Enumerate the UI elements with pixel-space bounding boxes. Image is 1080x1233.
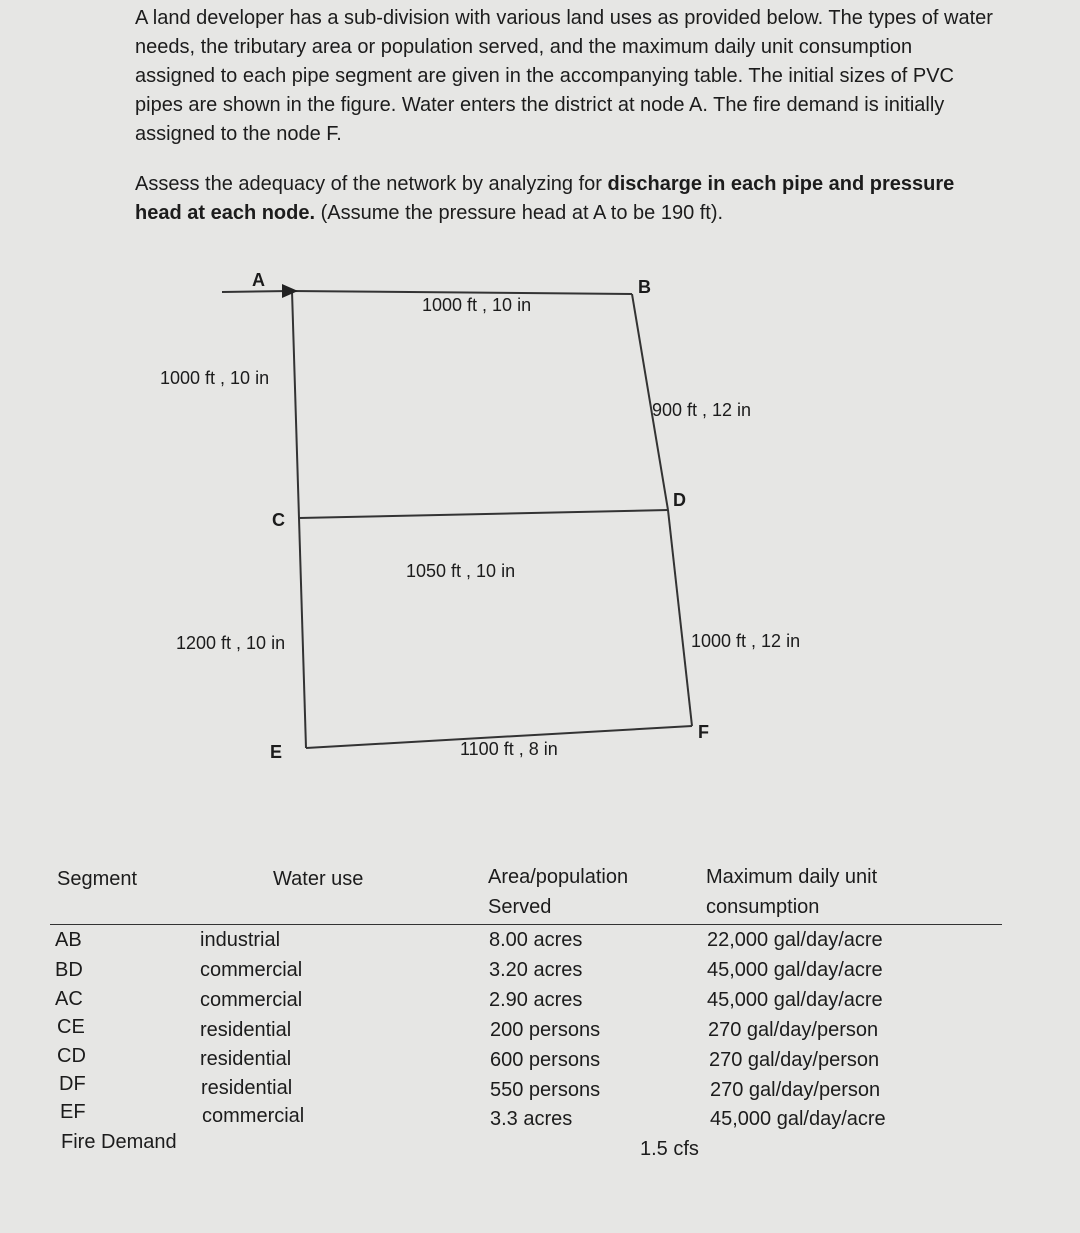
pipe-ce-line [299,518,306,748]
row-water-use: residential [201,1077,293,1099]
fire-demand-value: 1.5 cfs [640,1138,699,1160]
fire-demand-label: Fire Demand [61,1131,177,1153]
pipe-ef-label: 1100 ft , 8 in [460,739,558,759]
header-water-use: Water use [273,868,364,890]
header-area-line2: Served [488,896,552,918]
header-area-line1: Area/population [488,866,629,888]
row-segment: BD [55,959,83,981]
table-header-rule [50,924,1002,925]
pipe-ac-line [292,291,299,518]
pipe-ac-label: 1000 ft , 10 in [160,368,270,388]
pipe-bd-label: 900 ft , 12 in [652,400,752,420]
row-segment: CE [57,1016,85,1038]
task-text-start: Assess the adequacy of the network by analyzing for [135,173,608,195]
pipe-ce-label: 1200 ft , 10 in [176,633,286,653]
pipe-ab-line [290,291,632,294]
task-text-end: (Assume the pressure head at A to be 190 ft). [315,202,724,224]
row-area: 550 persons [490,1079,601,1101]
row-water-use: commercial [202,1105,305,1127]
row-area: 2.90 acres [489,989,583,1011]
task-text-bold: discharge in each pipe and pressure head at each node. [135,173,955,224]
row-area: 8.00 acres [489,929,583,951]
row-water-use: commercial [200,989,303,1011]
pipe-ab-label: 1000 ft , 10 in [422,295,532,315]
node-d-label: D [673,490,686,510]
row-segment: AB [55,929,82,951]
header-area [488,862,628,922]
row-area: 3.3 acres [490,1108,573,1130]
problem-intro: A land developer has a sub-division with various land uses as provided below. The types of water needs, the tributary area or population served, and the maximum daily unit consumption assigned to each pipe segment are given in the accompanying table. The initial sizes of PVC pipes are shown in the figure. Water enters the district at node A. The fire demand is initially assigned to the node F. [135,7,993,145]
pipe-cd-line [299,510,668,518]
row-consumption: 270 gal/day/person [710,1079,881,1101]
row-segment: EF [60,1101,86,1123]
row-water-use: commercial [200,959,303,981]
row-segment: CD [57,1045,86,1067]
node-e-label: E [270,742,283,762]
row-area: 600 persons [490,1049,601,1071]
row-consumption: 45,000 gal/day/acre [707,959,883,981]
node-c-label: C [272,510,285,530]
header-segment: Segment [57,868,138,890]
node-a-label: A [252,270,265,290]
row-area: 200 persons [490,1019,601,1041]
row-water-use: industrial [200,929,281,951]
row-segment: AC [55,988,83,1010]
node-f-label: F [698,722,709,742]
row-consumption: 22,000 gal/day/acre [707,929,883,951]
row-area: 3.20 acres [489,959,583,981]
pipe-df-label: 1000 ft , 12 in [691,631,801,651]
node-b-label: B [638,277,651,297]
header-consumption-line2: consumption [706,896,820,918]
header-consumption [706,862,877,922]
row-water-use: residential [200,1019,292,1041]
row-consumption: 270 gal/day/person [709,1049,880,1071]
inflow-arrow-icon [282,284,298,298]
row-consumption: 45,000 gal/day/acre [710,1108,886,1130]
row-consumption: 45,000 gal/day/acre [707,989,883,1011]
inflow-line [222,291,290,292]
row-segment: DF [59,1073,86,1095]
row-consumption: 270 gal/day/person [708,1019,879,1041]
header-consumption-line1: Maximum daily unit [706,866,878,888]
pipe-df-line [668,510,692,726]
row-water-use: residential [200,1048,292,1070]
pipe-cd-label: 1050 ft , 10 in [406,561,516,581]
